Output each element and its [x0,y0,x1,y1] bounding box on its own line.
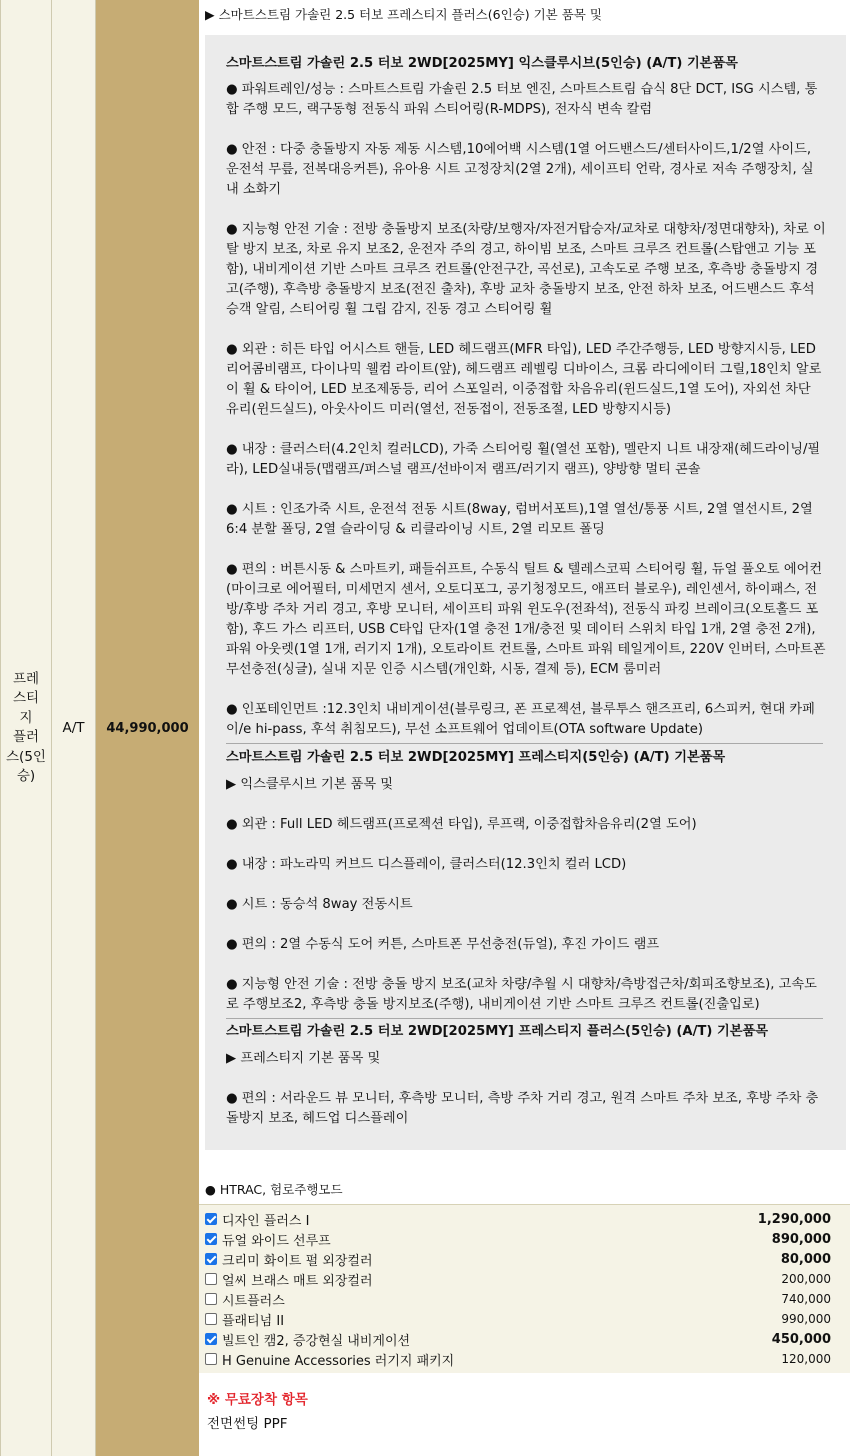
checkbox[interactable] [205,1293,217,1305]
option-row[interactable] [205,1349,831,1369]
option-price: 990,000 [781,1312,831,1326]
divider [226,1018,823,1019]
exclusive-block [226,54,826,740]
exclusive-title: 스마트스트림 가솔린 2.5 터보 2WD[2025MY] 익스클루시브(5인승) (A/T) 기본품목 [226,56,738,71]
option-price: 200,000 [781,1272,831,1286]
checkbox[interactable] [205,1213,217,1225]
feature-item: ● 지능형 안전 기술 : 전방 충돌 방지 보조(교차 차량/추월 시 대향차/측방접근차/회피조향보조), 고속도로 주행보조2, 후측방 충돌 방지보조(주행), 내비게이션 기반 스마트 크루즈 컨트롤(진출입로) [226,977,817,1012]
option-row[interactable] [205,1309,831,1329]
checkbox[interactable] [205,1333,217,1345]
option-price: 120,000 [781,1352,831,1366]
feature-item: ● 외관 : Full LED 헤드램프(프로젝션 타입), 루프랙, 이중접합차음유리(2열 도어) [226,817,697,832]
checkbox[interactable] [205,1313,217,1325]
option-name: 플래티넘 II [222,1313,285,1329]
prestige-plus-title: 스마트스트림 가솔린 2.5 터보 2WD[2025MY] 프레스티지 플러스(5인승) (A/T) 기본품목 [226,1024,768,1039]
option-row[interactable] [205,1209,831,1229]
option-row[interactable] [205,1269,831,1289]
trim-name-cell [0,0,52,1456]
feature-item: ● 지능형 안전 기술 : 전방 충돌방지 보조(차량/보행자/자전거탑승자/교차로 대향차/정면대향차), 차로 이탈 방지 보조, 차로 유지 보조2, 운전자 주의 경고, 하이빔 보조, 스마트 크루즈 컨트롤(스탑앤고 기능 포함), 내비게이션 기반 스마트 크루즈 컨트롤(안전구간, 곡선로), 고속도로 주행 보조, 후측방 충돌방지 경고(주행), 후측방 충돌방지 보조(전진 출차), 후방 교차 충돌방지 보조, 안전 하차 보조, 어드밴스드 후석 승객 알림, 스티어링 휠 그립 감지, 진동 경고 스티어링 휠 [226,222,826,317]
option-name: 크리미 화이트 펄 외장컬러 [222,1253,373,1269]
price-cell [96,0,199,1456]
checkbox[interactable] [205,1273,217,1285]
feature-item: ● 파워트레인/성능 : 스마트스트림 가솔린 2.5 터보 엔진, 스마트스트림 습식 8단 DCT, ISG 시스템, 통합 주행 모드, 랙구동형 전동식 파워 스티어링(R-MDPS), 전자식 변속 칼럼 [226,82,818,117]
checkbox[interactable] [205,1233,217,1245]
feature-item: ● 시트 : 인조가죽 시트, 운전석 전동 시트(8way, 럼버서포트),1열 열선/통풍 시트, 2열 열선시트, 2열 6:4 분할 폴딩, 2열 슬라이딩 & 리클라이닝 시트, 2열 리모트 폴딩 [226,502,813,537]
option-price: 740,000 [781,1292,831,1306]
option-name: H Genuine Accessories 러기지 패키지 [222,1353,455,1369]
option-name: 듀얼 와이드 선루프 [222,1233,331,1249]
prestige-block [226,748,826,1015]
feature-item: ● 시트 : 동승석 8way 전동시트 [226,897,413,912]
option-price: 80,000 [780,1251,831,1267]
trim-name: 프레 스티 지 플러 스(5인 승) [6,670,46,784]
feature-item: ● 편의 : 서라운드 뷰 모니터, 후측방 모니터, 측방 주차 거리 경고, 원격 스마트 주차 보조, 후방 주차 충돌방지 보조, 헤드업 디스플레이 [226,1091,819,1126]
feature-item: ● 내장 : 클러스터(4.2인치 컬러LCD), 가죽 스티어링 휠(열선 포함), 멜란지 니트 내장재(헤드라이닝/필라), LED실내등(맵램프/퍼스널 램프/선바이저 램프/러기지 램프), 양방향 멀티 콘솔 [226,442,821,477]
feature-item: ▶ 익스클루시브 기본 품목 및 [226,777,394,792]
option-name: 시트플러스 [222,1293,285,1309]
option-name: 얼씨 브래스 매트 외장컬러 [222,1273,373,1289]
option-row[interactable] [205,1289,831,1309]
transmission: A/T [62,720,85,736]
prestige-title: 스마트스트림 가솔린 2.5 터보 2WD[2025MY] 프레스티지(5인승) (A/T) 기본품목 [226,750,726,765]
option-row[interactable] [205,1329,831,1349]
base-price: 44,990,000 [106,720,189,736]
option-name: 빌트인 캠2, 증강현실 내비게이션 [222,1333,411,1349]
option-price: 1,290,000 [757,1211,831,1227]
transmission-cell [52,0,96,1456]
option-row[interactable] [205,1249,831,1269]
option-price: 450,000 [771,1331,831,1347]
feature-item: ● 편의 : 버튼시동 & 스마트키, 패들쉬프트, 수동식 틸트 & 텔레스코픽 스티어링 휠, 듀얼 풀오토 에어컨(마이크로 에어필터, 미세먼지 센서, 오토디포그, 공기청정모드, 애프터 블로우), 레인센서, 하이패스, 전방/후방 주차 거리 경고, 후방 모니터, 세이프티 파워 윈도우(전좌석), 전동식 파킹 브레이크(오토홀드 포함), 후드 가스 리프터, USB C타입 단자(1열 충전 1개/충전 및 데이터 스위치 타입 1개, 2열 충전 2개), 파워 아웃렛(1열 1개, 러기지 1개), 오토라이트 컨트롤, 스마트 파워 테일게이트, 220V 인버터, 스마트폰 무선충전(싱글), 실내 지문 인증 시스템(개인화, 시동, 결제 등), ECM 룸미러 [226,562,826,677]
top-line: ▶ 스마트스트림 가솔린 2.5 터보 프레스티지 플러스(6인승) 기본 품목 및 [205,7,602,22]
checkbox[interactable] [205,1353,217,1365]
feature-item: ● 안전 : 다중 충돌방지 자동 제동 시스템,10에어백 시스템(1열 어드밴스드/센터사이드,1/2열 사이드, 운전석 무릎, 전복대응커튼), 유아용 시트 고정장치(2열 2개), 세이프티 언락, 경사로 저속 주행장치, 실내 소화기 [226,142,814,197]
checkbox[interactable] [205,1253,217,1265]
prestige-plus-block [226,1022,826,1129]
feature-item: ● 인포테인먼트 :12.3인치 내비게이션(블루링크, 폰 프로젝션, 블루투스 핸즈프리, 6스피커, 현대 카페이/e hi-pass, 후석 취침모드), 무선 소프트웨어 업데이트(OTA software Update) [226,702,815,737]
feature-item: ▶ 프레스티지 기본 품목 및 [226,1051,381,1066]
divider [226,743,823,744]
option-name: 디자인 플러스 I [222,1213,310,1229]
htrac-note: ● HTRAC, 험로주행모드 [205,1182,343,1197]
feature-item: ● 외관 : 히든 타입 어시스트 핸들, LED 헤드램프(MFR 타입), LED 주간주행등, LED 방향지시등, LED 리어콤비램프, 다이나믹 웰컴 라이트(앞), 헤드램프 레벨링 디바이스, 크롬 라디에이터 그릴,18인치 알로이 휠 & 타이어, LED 보조제동등, 리어 스포일러, 이중접합 차음유리(윈드실드,1열 도어), 자외선 차단 유리(윈드실드), 아웃사이드 미러(열선, 전동접이, 전동조절, LED 방향지시등) [226,342,822,417]
free-install-title: ※ 무료장착 항목 [207,1392,308,1408]
feature-item: ● 편의 : 2열 수동식 도어 커튼, 스마트폰 무선충전(듀얼), 후진 가이드 램프 [226,937,660,952]
option-row[interactable] [205,1229,831,1249]
option-price: 890,000 [771,1231,831,1247]
free-install-item: 전면썬팅 PPF [207,1416,288,1432]
feature-item: ● 내장 : 파노라믹 커브드 디스플레이, 클러스터(12.3인치 컬러 LCD) [226,857,627,872]
